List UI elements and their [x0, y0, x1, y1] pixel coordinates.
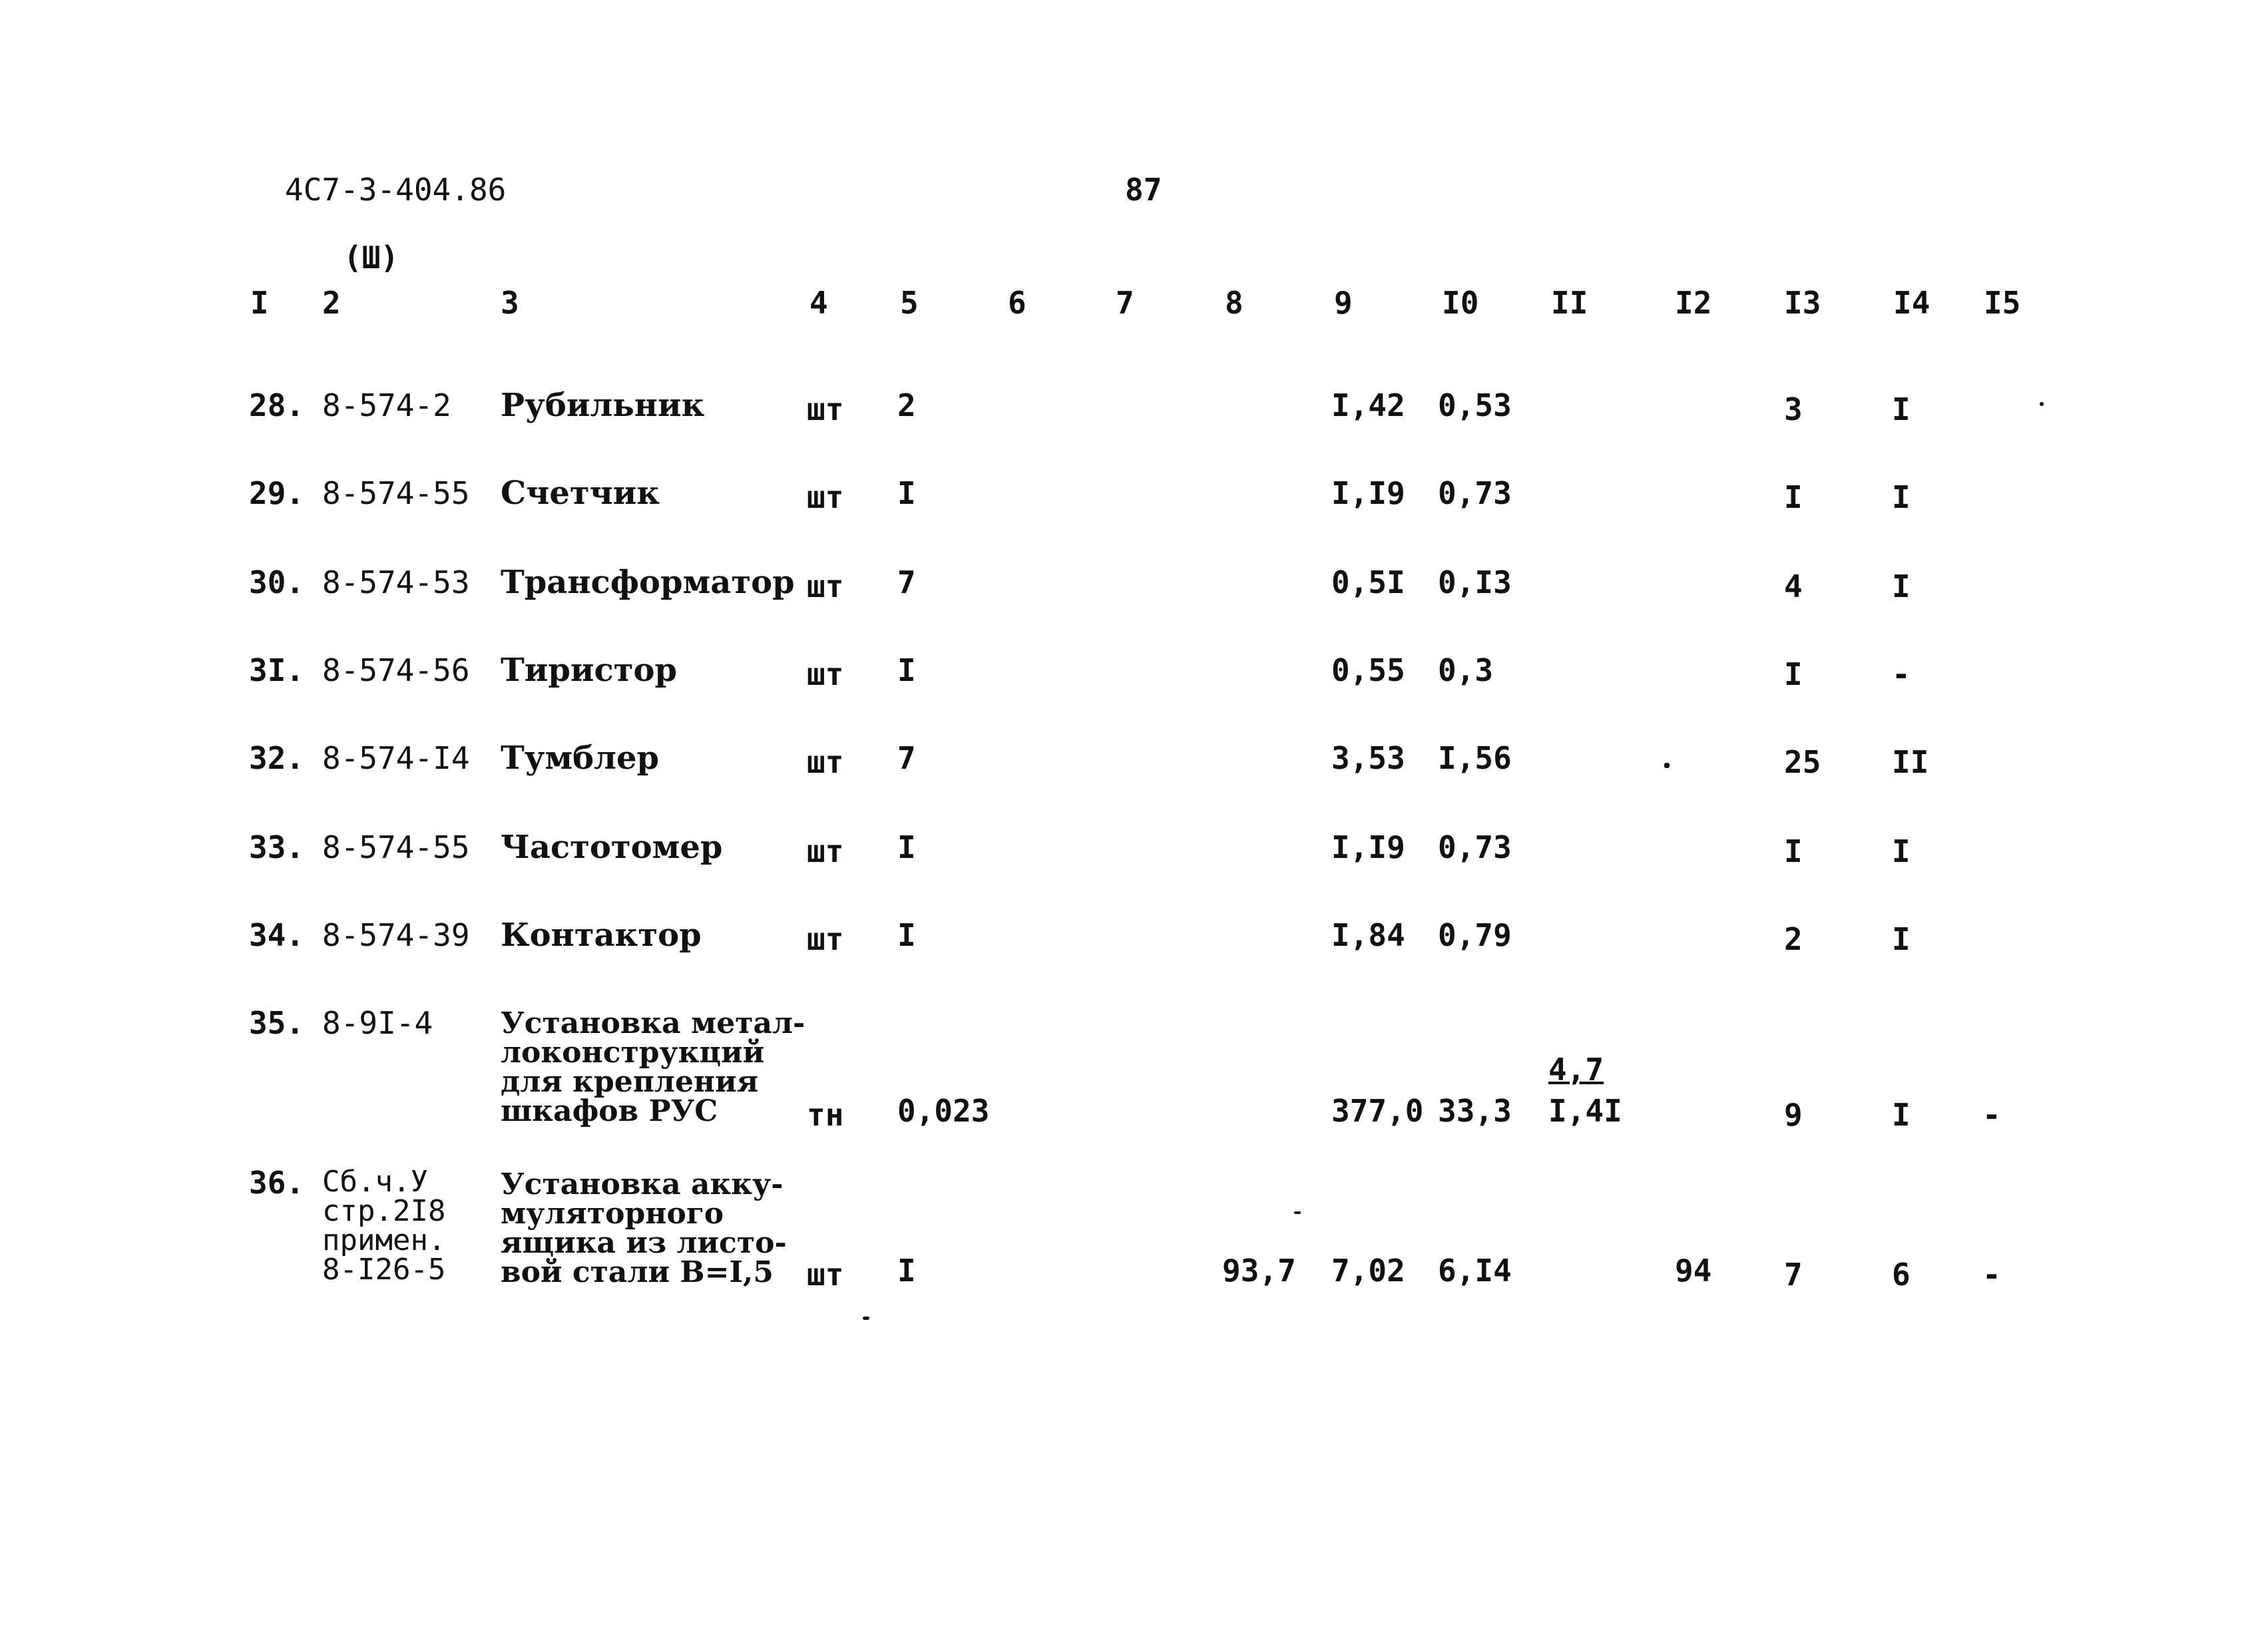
col13-value: 4 [1784, 568, 1803, 604]
col14-value: I [1892, 568, 1911, 604]
item-description: Тиристор [501, 652, 678, 689]
column-header: I2 [1675, 285, 1712, 321]
norm-code: 8-574-I4 [322, 740, 470, 776]
norm-code: 8-574-2 [322, 387, 451, 423]
col13-value: I [1784, 656, 1803, 692]
col9-value: 3,53 [1331, 740, 1405, 776]
col9-value: I,42 [1331, 387, 1405, 423]
col13-value: I [1784, 833, 1803, 869]
col15-value: - [1982, 1097, 2001, 1133]
col10-value: 0,3 [1438, 652, 1494, 688]
item-description: Счетчик [501, 475, 660, 512]
column-header: 7 [1116, 285, 1134, 321]
col14-value: I [1892, 479, 1911, 515]
item-description: Частотомер [501, 829, 723, 866]
col13-value: 9 [1784, 1097, 1803, 1133]
col10-value: 6,I4 [1438, 1253, 1512, 1289]
scan-speck [863, 1317, 869, 1320]
col9-value: 377,0 [1331, 1093, 1424, 1129]
item-description: Контактор [501, 917, 702, 954]
column-header: I0 [1442, 285, 1479, 321]
col9-value: I,I9 [1331, 829, 1405, 865]
page-number: 87 [1125, 172, 1162, 208]
unit: шт [807, 656, 844, 692]
column-header: II [1551, 285, 1588, 321]
section-mark: (Ш) [343, 240, 399, 276]
quantity: I [897, 917, 916, 953]
col14-value: I [1892, 833, 1911, 869]
col10-value: 0,I3 [1438, 564, 1512, 600]
item-description: Установка акку- муляторного ящика из листо- вой стали В=I,5 [501, 1167, 787, 1289]
col13-value: 25 [1784, 744, 1821, 780]
scan-speck [2040, 402, 2044, 406]
unit: шт [807, 568, 844, 604]
quantity: 0,023 [897, 1093, 990, 1129]
col10-value: 0,73 [1438, 475, 1512, 511]
row-number: 30. [249, 564, 305, 600]
column-header: I5 [1984, 285, 2021, 321]
col9-value: 0,55 [1331, 652, 1405, 688]
col9-value: I,I9 [1331, 475, 1405, 511]
col14-value: 6 [1892, 1257, 1911, 1293]
column-header: 2 [322, 285, 341, 321]
col13-value: 7 [1784, 1257, 1803, 1293]
col14-value: I [1892, 921, 1911, 957]
unit: шт [807, 391, 844, 427]
norm-code: 8-574-39 [322, 917, 470, 953]
col9-value: 7,02 [1331, 1253, 1405, 1289]
column-header: 9 [1334, 285, 1353, 321]
scan-speck [1664, 763, 1670, 768]
item-description: Рубильник [501, 387, 705, 424]
col9-value: 0,5I [1331, 564, 1405, 600]
column-header: 8 [1225, 285, 1243, 321]
row-number: 36. [249, 1165, 305, 1201]
norm-code: 8-574-55 [322, 475, 470, 511]
col13-value: 2 [1784, 921, 1803, 957]
unit: шт [807, 1257, 844, 1293]
column-header: 4 [809, 285, 828, 321]
row-number: 3I. [249, 652, 305, 688]
quantity: I [897, 1253, 916, 1289]
col14-value: - [1892, 656, 1911, 692]
quantity: 2 [897, 387, 916, 423]
norm-code: Сб.ч.У стр.2I8 примен. 8-I26-5 [322, 1165, 446, 1287]
column-header: 6 [1008, 285, 1026, 321]
col11-numerator: 4,7 [1548, 1052, 1604, 1088]
norm-code: 8-574-53 [322, 564, 470, 600]
col10-value: 0,79 [1438, 917, 1512, 953]
quantity: I [897, 475, 916, 511]
norm-code: 8-9I-4 [322, 1005, 433, 1041]
row-number: 29. [249, 475, 305, 511]
col11-value: I,4I [1548, 1093, 1622, 1129]
quantity: I [897, 829, 916, 865]
unit: тн [807, 1097, 844, 1133]
unit: шт [807, 833, 844, 869]
row-number: 33. [249, 829, 305, 865]
row-number: 35. [249, 1005, 305, 1041]
column-header: 3 [501, 285, 519, 321]
col14-value: I [1892, 391, 1911, 427]
col14-value: II [1892, 744, 1929, 780]
item-description: Тумблер [501, 739, 660, 777]
col8-value: 93,7 [1222, 1253, 1296, 1289]
norm-code: 8-574-56 [322, 652, 470, 688]
item-description: Установка метал- локонструкций для крепления шкафов РУС [501, 1006, 805, 1128]
col14-value: I [1892, 1097, 1911, 1133]
unit: шт [807, 921, 844, 957]
col10-value: 0,53 [1438, 387, 1512, 423]
col10-value: I,56 [1438, 740, 1512, 776]
col13-value: I [1784, 479, 1803, 515]
col13-value: 3 [1784, 391, 1803, 427]
col10-value: 33,3 [1438, 1093, 1512, 1129]
quantity: 7 [897, 564, 916, 600]
column-header: I4 [1893, 285, 1930, 321]
item-description: Трансформатор [501, 564, 795, 601]
col9-value: I,84 [1331, 917, 1405, 953]
quantity: 7 [897, 740, 916, 776]
row-number: 34. [249, 917, 305, 953]
norm-code: 8-574-55 [322, 829, 470, 865]
col12-value: 94 [1675, 1253, 1712, 1289]
scan-speck [1294, 1211, 1301, 1214]
column-header: I [250, 285, 269, 321]
col15-value: - [1982, 1257, 2001, 1293]
document-code: 4С7-3-404.86 [285, 172, 507, 208]
column-header: 5 [900, 285, 919, 321]
row-number: 32. [249, 740, 305, 776]
quantity: I [897, 652, 916, 688]
unit: шт [807, 479, 844, 515]
unit: шт [807, 744, 844, 780]
col10-value: 0,73 [1438, 829, 1512, 865]
row-number: 28. [249, 387, 305, 423]
column-header: I3 [1784, 285, 1821, 321]
